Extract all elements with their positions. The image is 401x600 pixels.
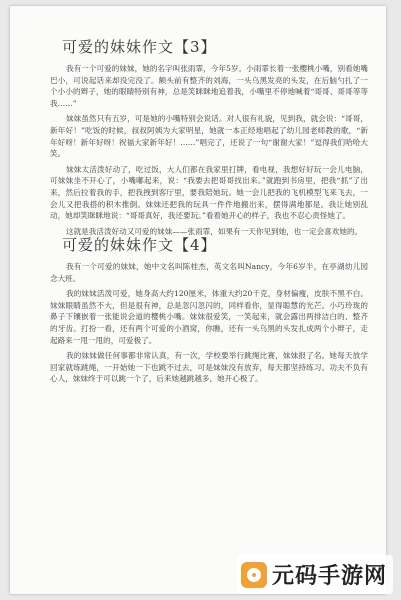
essay-paragraph: 我有一个可爱的妹妹，她中文名叫陈桂杰，英文名叫Nancy，今年6岁半，在亭湖幼儿园念大班。 [50,262,368,283]
app-logo-icon [241,562,267,588]
essay-title: 可爱的妹妹作文【4】 [62,236,217,254]
essay-paragraph: 我有一个可爱的妹妹，她的名字叫张雨霏，今年5岁。小雨霏长着一张樱桃小嘴，别看她嘴巴小，可说起话来却没完没了。额头前有整齐的刘海，一头乌黑发亮的头发，在后脑勺扎了一个小小的辫子，她的眼睛特别有神，总是笑眯眯地追着我，小嘴里不停地喊着“哥哥、哥哥等等我……” [50,64,368,108]
essay-paragraph: 我的妹妹做任何事都非常认真，有一次，学校要举行跳绳比赛，妹妹报了名。她每天放学回家就练跳绳，一开始她一下也跳不过去，可是妹妹没有放弃，每天都坚持练习。功夫不负有心人，妹妹终于可以跳一个了，后来她越跳越多，她开心极了。 [50,351,368,384]
essay-section-3 [10,36,386,241]
essay-section-4 [10,234,386,389]
essay-paragraph: 妹妹太活泼好动了，吃过饭，大人们都在我家里打牌，看电视，我想好好玩一会儿电脑，可妹妹坐不开心了，小嘴嘟起来，说：“我要去把哥哥找出来。”就跑到书房里，把我“抓”了出来，然后拉着我的手，把我拽到客厅里，要我陪她玩。她一会儿把我的飞机模型飞来飞去，一会儿又把我搭的积木推倒。妹妹还把我的玩具一件件地搬出来，摆得满地都是。我让她别乱动，她却笑眯眯地说：“哥哥真好，我还要玩。”看着她开心的样子，我也不忍心责怪她了。 [50,164,368,221]
essay-paragraph: 这就是我活泼好动又可爱的妹妹——张雨霏，如果有一天你见到她，也一定会喜欢她的。 [66,226,363,236]
site-watermark [237,555,393,594]
essay-title: 可爱的妹妹作文【3】 [62,38,217,56]
watermark-text: 元码手游网 [271,564,387,589]
document-page [10,6,386,594]
essay-paragraph: 妹妹虽然只有五岁，可是她的小嘴特别会说话。对人很有礼貌，见到我，就会说：“哥哥，新年好！”吃饭的时候，叔叔阿姨为大家明星，她就一本正经地唱起了幼儿园老师教的歌，“新年好呀！新年好呀！祝福大家新年好！……”唱完了，还说了一句“谢谢大家！”逗得我们哈哈大笑。 [50,114,368,159]
essay-paragraph: 我的妹妹活泼可爱，她身高大约120厘米，体重大约20千克，身材偏瘦，皮肤不黑不白。妹妹眼睛虽然不大，但是很有神，总是忽闪忽闪的，同样看你，显得聪慧的光芒。小巧玲珑的鼻子下镶嵌着一张能说会道的樱桃小嘴。妹妹很爱笑，一笑起来，就会露出两排洁白的、整齐的牙齿。打扮一看，还有两个可爱的小酒窝，你瞧，还有一头乌黑的头发扎成两个小辫子，走起路来一甩一甩的，可爱极了。 [50,289,368,345]
